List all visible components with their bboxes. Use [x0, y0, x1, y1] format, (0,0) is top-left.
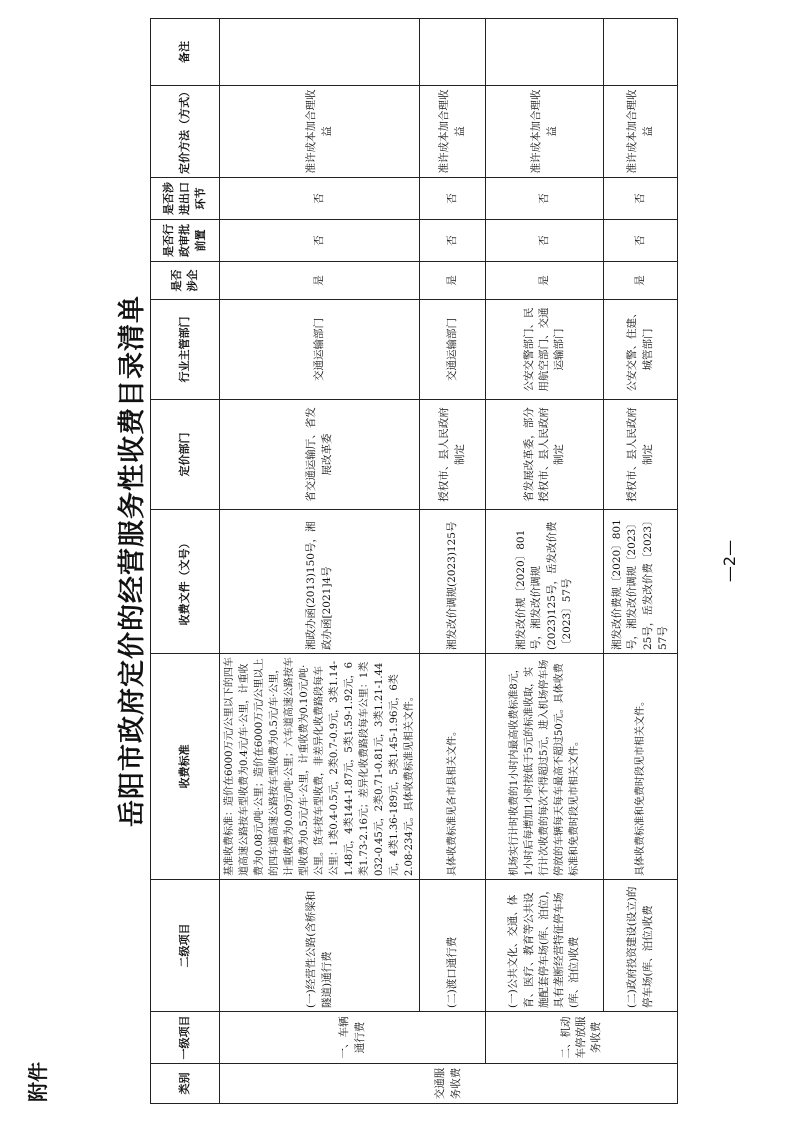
admin-approval-cell: 否: [604, 220, 678, 262]
enterprise-cell: 是: [604, 262, 678, 300]
pricing-dept-cell: 省发展改革委，部分授权市、县人民政府制定: [486, 400, 604, 510]
remarks-cell: [604, 19, 678, 86]
industry-dept-cell: 公安交警、住建、城管部门: [604, 300, 678, 400]
level2-cell: (二)政府投资建设(设立)的停车场(库、泊位)收费: [604, 880, 678, 1012]
pricing-dept-cell: 授权市、县人民政府制定: [420, 400, 486, 510]
standard-cell: 具体收费标准和免费时段见市相关文件。: [604, 654, 678, 880]
standard-cell: 基准收费标准：造价在6000万元/公里以下的四车道高速公路按车型收费为0.4元/车·公里，计重收费为0.08元/吨·公里；造价在6000万元/公里以上的四车道高速公路按车型收费为0.5元/车·公里，计重收费为0.09元/吨·公里；六车道高速公路按车型收费为0.5元/车·公里，计重收费为0.10元/吨·公里。货车按车型收费，非差异化收费路段每车公里：1类0.4-0.5元，2类0.7-0.9元，3类1.14-1.48元，4类144-1.87元，5类1.59-1.92元，6类1.73-2.16元；差异化收费路段每车公里：1类032-0.45元，2类0.71-0.81元，3类1.21-1.44元，4类1.36-189元，5类1.45-1.96元，6类2.08-234元。具体收费标准见相关文件。: [220, 654, 420, 880]
header-enterprise: 是否涉企: [151, 262, 220, 300]
pricing-dept-cell: 授权市、县人民政府制定: [604, 400, 678, 510]
header-pricing-method: 定价方法（方式）: [151, 86, 220, 178]
enterprise-cell: 是: [486, 262, 604, 300]
admin-approval-cell: 否: [220, 220, 420, 262]
level1-cell: 二、机动车停放服务收费: [486, 1012, 678, 1064]
pricing-dept-cell: 省交通运输厅、省发展改革委: [220, 400, 420, 510]
import-export-cell: 否: [486, 178, 604, 220]
header-pricing-dept: 定价部门: [151, 400, 220, 510]
pricing-method-cell: 准许成本加合理收益: [486, 86, 604, 178]
header-admin-approval: 是否行政审批前置: [151, 220, 220, 262]
document-cell: 湘政办函(2013)150号，湘政办函[2021]4号: [220, 510, 420, 654]
import-export-cell: 否: [420, 178, 486, 220]
header-level1: 一级项目: [151, 1012, 220, 1064]
attachment-label: 附件: [26, 1062, 50, 1102]
header-level2: 二级项目: [151, 880, 220, 1012]
pricing-method-cell: 准许成本加合理收益: [420, 86, 486, 178]
document-cell: 湘发改价调规(2023)125号: [420, 510, 486, 654]
page-number: —2—: [720, 539, 739, 583]
industry-dept-cell: 交通运输部门: [220, 300, 420, 400]
level2-cell: (一)经营性公路(含桥梁和隧道)通行费: [220, 880, 420, 1012]
pricing-method-cell: 准许成本加合理收益: [604, 86, 678, 178]
import-export-cell: 否: [220, 178, 420, 220]
document-cell: 湘发改价费规〔2020〕801号，湘发改价调规〔2023〕25号，岳发改价费〔2023〕57号: [604, 510, 678, 654]
header-category: 类别: [151, 1064, 220, 1104]
category-cell: 交通服务收费: [220, 1064, 678, 1104]
table-row: [420, 19, 486, 1104]
standard-cell: 具体收费标准见各市县相关文件。: [420, 654, 486, 880]
industry-dept-cell: 公安交警部门、民用航空部门、交通运输部门: [486, 300, 604, 400]
pricing-method-cell: 准许成本加合理收益: [220, 86, 420, 178]
document-title: 岳阳市政府定价的经营服务性收费目录清单: [117, 295, 148, 827]
fee-catalog-table: [150, 18, 678, 1104]
table-header-row: [151, 19, 220, 1104]
level2-cell: (二)渡口通行费: [420, 880, 486, 1012]
admin-approval-cell: 否: [486, 220, 604, 262]
header-industry-dept: 行业主管部门: [151, 300, 220, 400]
remarks-cell: [420, 19, 486, 86]
enterprise-cell: 是: [420, 262, 486, 300]
document-cell: 湘发改价规〔2020〕801号，湘发改价调规(2023)125号，岳发改价费〔2023〕57号: [486, 510, 604, 654]
table-row: [220, 19, 420, 1104]
header-standard: 收费标准: [151, 654, 220, 880]
import-export-cell: 否: [604, 178, 678, 220]
table-row: [486, 19, 604, 1104]
industry-dept-cell: 交通运输部门: [420, 300, 486, 400]
admin-approval-cell: 否: [420, 220, 486, 262]
standard-cell: 机场实行计时收费的1小时内最高收费标准8元，1小时后每增加1小时按低于5元的标准收取，实行计次收费的每次不得超过5元，进入机场停车场停放的车辆每天每车最高不超过50元。具体收费标准和免费时段见市相关文件。: [486, 654, 604, 880]
remarks-cell: [220, 19, 420, 86]
level1-cell: 一、车辆通行费: [220, 1012, 486, 1064]
header-import-export: 是否涉进出口环节: [151, 178, 220, 220]
enterprise-cell: 是: [220, 262, 420, 300]
table-row: [604, 19, 678, 1104]
header-document: 收费文件（文号）: [151, 510, 220, 654]
remarks-cell: [486, 19, 604, 86]
header-remarks: 备注: [151, 19, 220, 86]
level2-cell: (一)公共文化、交通、体育、医疗、教育等公共设施配套停车场(库、泊位)，具有垄断经营特征停车场(库、泊位)收费: [486, 880, 604, 1012]
